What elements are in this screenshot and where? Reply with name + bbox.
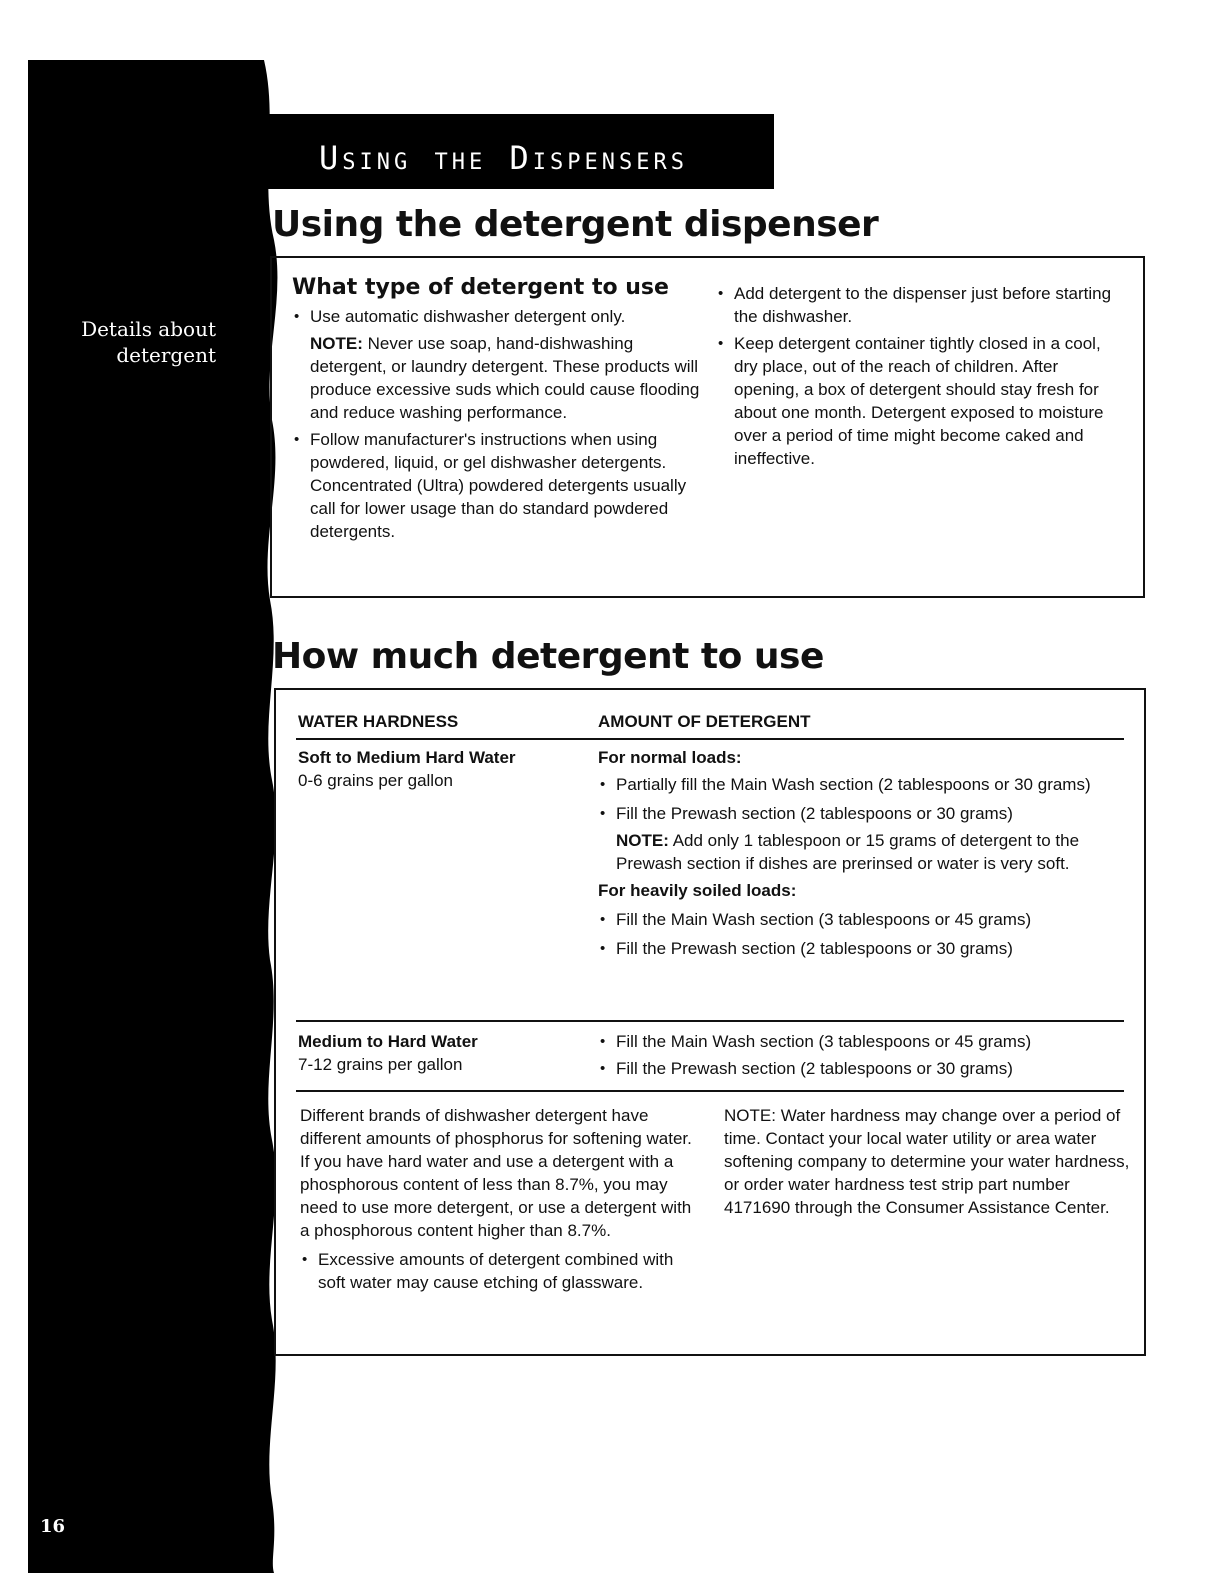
section1-left-column [292,276,702,545]
section1-right-column [716,282,1126,472]
row2-bullet-main-wash: • Fill the Main Wash section (3 tablespoons or 45 grams) [598,1030,1118,1053]
row2-bullet-prewash: • Fill the Prewash section (2 tablespoons or 30 grams) [598,1057,1118,1080]
heavy-bullet-prewash: • Fill the Prewash section (2 tablespoons or 30 grams) [598,937,1118,960]
col-header-amount: AMOUNT OF DETERGENT [598,712,811,731]
sidebar-heading [28,316,216,368]
section2-title: How much detergent to use [272,636,824,677]
sidebar-heading-line2: detergent [116,343,216,367]
row1-note-label: NOTE: [616,831,669,850]
water-hardness-note-label: NOTE: [724,1106,776,1125]
row2-rule [296,1090,1124,1092]
bullet-keep-closed: • Keep detergent container tightly closed in a cool, dry place, out of the reach of children. After opening, a box of detergent should stay fresh for about one month. Detergent exposed to moisture over a period of time might become caked and ineffective. [716,332,1126,470]
page-number: 16 [40,1516,66,1537]
row1-amount [598,746,1118,962]
etching-bullet: • Excessive amounts of detergent combined with soft water may cause etching of glassware. [300,1248,698,1294]
row1-note-text: Add only 1 tablespoon or 15 grams of detergent to the Prewash section if dishes are prerinsed or water is very soft. [616,831,1080,873]
heavy-bullet-main-wash: • Fill the Main Wash section (3 tablespoons or 45 grams) [598,908,1118,931]
row1-hardness-title: Soft to Medium Hard Water [298,748,516,767]
row1-note [598,829,1118,875]
normal-bullet-prewash: • Fill the Prewash section (2 tablespoons or 30 grams) [598,802,1118,825]
section1-title: Using the detergent dispenser [272,204,879,245]
section1-subtitle: What type of detergent to use [292,275,669,300]
col-header-hardness: WATER HARDNESS [298,712,459,731]
normal-bullet-main-wash: • Partially fill the Main Wash section (2 tablespoons or 30 grams) [598,773,1118,796]
phosphorus-paragraph: Different brands of dishwasher detergent have different amounts of phosphorus for softening water. If you have hard water and use a detergent with a phosphorous content of less than 8.7%, you may need to use more detergent, or use a detergent with a phosphorous content higher than 8.7%. [300,1106,692,1240]
row1-hardness [298,746,518,792]
bullet-use-automatic: • Use automatic dishwasher detergent only. [292,305,702,328]
row2-amount [598,1030,1118,1082]
section-banner: Using the Dispensers [247,114,774,189]
note-label: NOTE: [310,334,363,353]
footer-left-column [300,1104,698,1296]
row1-hardness-range: 0-6 grains per gallon [298,771,453,790]
note-text: Never use soap, hand-dishwashing detergent, or laundry detergent. These products will produce excessive suds which could cause flooding and reduce washing performance. [310,334,700,422]
note-never-use-soap [292,332,702,424]
bullet-add-detergent: • Add detergent to the dispenser just before starting the dishwasher. [716,282,1126,328]
water-hardness-note-text: Water hardness may change over a period of time. Contact your local water utility or area water softening company to determine your water hardness, or order water hardness test strip part number 4171690 through the Consumer Assistance Center. [724,1106,1130,1217]
row2-hardness-range: 7-12 grains per gallon [298,1055,463,1074]
row2-hardness-title: Medium to Hard Water [298,1032,478,1051]
water-hardness-note [724,1104,1134,1219]
normal-loads-label: For normal loads: [598,748,742,767]
sidebar [28,60,256,1573]
row2-hardness [298,1030,558,1076]
heavy-loads-label: For heavily soiled loads: [598,881,797,900]
footer-right-column [724,1104,1134,1225]
sidebar-heading-line1: Details about [81,317,216,341]
header-rule [296,738,1124,740]
row1-rule [296,1020,1124,1022]
bullet-follow-instructions: • Follow manufacturer's instructions when using powdered, liquid, or gel dishwasher detergents. Concentrated (Ultra) powdered detergents usually call for lower usage than do standard powdered detergents. [292,428,702,543]
